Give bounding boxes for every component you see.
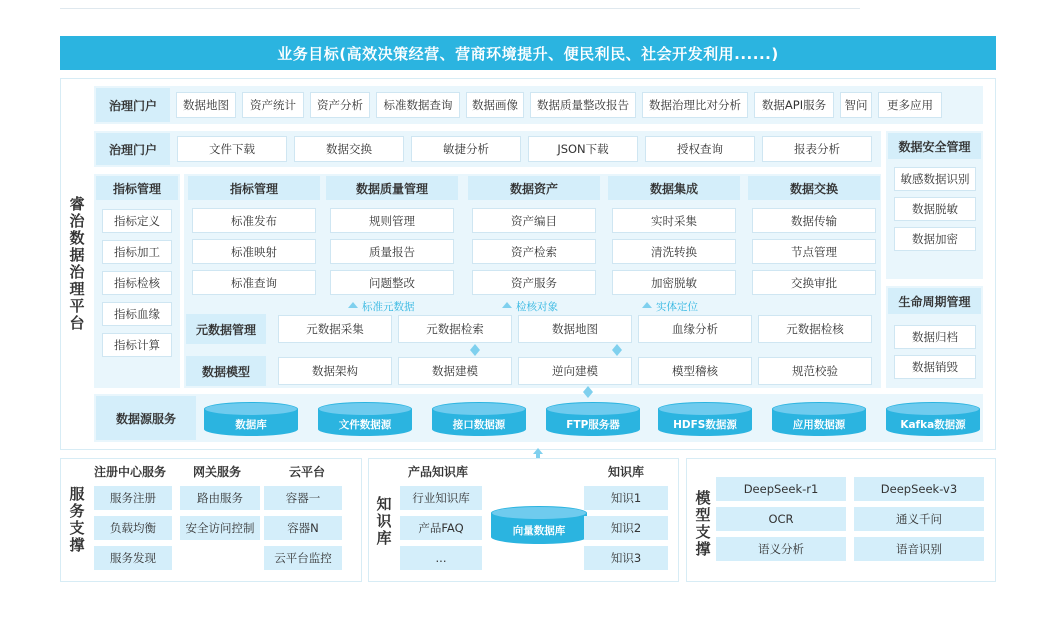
module-column-header: 数据质量管理 — [326, 176, 458, 200]
module-column-header: 指标管理 — [188, 176, 320, 200]
model-item: 数据建模 — [398, 357, 512, 385]
vector-db-label: 向量数据库 — [491, 513, 587, 544]
service-group-title: 网关服务 — [193, 465, 242, 479]
cylinder-top — [546, 402, 640, 416]
kb-item: 知识3 — [584, 546, 668, 570]
metadata-item: 元数据检索 — [398, 315, 512, 343]
portal-1-item: 数据地图 — [176, 92, 236, 118]
data-source-label: 应用数据源 — [772, 409, 866, 436]
service-item: 负载均衡 — [94, 516, 172, 540]
index-item: 指标血缘 — [102, 302, 172, 326]
lifecycle-header: 生命周期管理 — [888, 288, 981, 314]
data-source-label: FTP服务器 — [546, 409, 640, 436]
security-header: 数据安全管理 — [888, 133, 981, 159]
flow-label-standard: 标准元数据 — [362, 301, 415, 313]
service-item: 服务发现 — [94, 546, 172, 570]
product-kb-item: ... — [400, 546, 482, 570]
metadata-item: 元数据采集 — [278, 315, 392, 343]
arrow-up-icon — [348, 302, 358, 308]
cylinder-top — [204, 402, 298, 416]
module-item: 节点管理 — [752, 239, 876, 264]
module-item: 标准发布 — [192, 208, 316, 233]
knowledge-title: 知识库 — [376, 495, 392, 547]
module-item: 标准查询 — [192, 270, 316, 295]
flow-label-entity: 实体定位 — [656, 301, 698, 313]
lifecycle-item: 数据销毁 — [894, 355, 976, 379]
model-item: 模型稽核 — [638, 357, 752, 385]
security-item: 敏感数据识别 — [894, 167, 976, 191]
model-item: OCR — [716, 507, 846, 531]
data-source-cylinder — [318, 402, 412, 436]
service-title: 服务支撑 — [69, 485, 85, 554]
portal-1-item: 数据API服务 — [754, 92, 834, 118]
arrow-up-icon — [642, 302, 652, 308]
product-kb-item: 产品FAQ — [400, 516, 482, 540]
service-group-title: 注册中心服务 — [94, 465, 167, 479]
service-item: 容器N — [264, 516, 342, 540]
lifecycle-item: 数据归档 — [894, 325, 976, 349]
portal-1-header: 治理门户 — [96, 88, 170, 122]
data-source-label: 数据库 — [204, 409, 298, 436]
double-arrow-icon — [470, 350, 480, 356]
service-item: 容器一 — [264, 486, 342, 510]
data-source-cylinder — [772, 402, 866, 436]
module-column-header: 数据集成 — [608, 176, 740, 200]
module-item: 资产服务 — [472, 270, 596, 295]
module-item: 资产编目 — [472, 208, 596, 233]
kb-title: 知识库 — [608, 465, 645, 479]
source-header: 数据源服务 — [96, 396, 196, 440]
metadata-item: 元数据检核 — [758, 315, 872, 343]
service-item: 安全访问控制 — [180, 516, 260, 540]
platform-title: 睿治数据治理平台 — [69, 195, 85, 332]
business-goal-banner: 业务目标(高效决策经营、营商环境提升、便民利民、社会开发利用......) — [60, 36, 996, 70]
security-item: 数据脱敏 — [894, 197, 976, 221]
security-item: 数据加密 — [894, 227, 976, 251]
portal-2-item: 敏捷分析 — [411, 136, 521, 162]
module-item: 标准映射 — [192, 239, 316, 264]
cylinder-top — [432, 402, 526, 416]
module-item: 数据传输 — [752, 208, 876, 233]
double-arrow-icon — [612, 350, 622, 356]
model-header: 数据模型 — [186, 356, 266, 386]
data-source-cylinder — [546, 402, 640, 436]
module-column-header: 数据交换 — [748, 176, 880, 200]
kb-item: 知识2 — [584, 516, 668, 540]
module-item: 质量报告 — [330, 239, 454, 264]
vector-db-cylinder — [491, 506, 587, 544]
metadata-item: 数据地图 — [518, 315, 632, 343]
portal-1-item: 资产统计 — [242, 92, 304, 118]
module-item: 交换审批 — [752, 270, 876, 295]
portal-2-item: JSON下载 — [528, 136, 638, 162]
model-item: 通义千问 — [854, 507, 984, 531]
index-item: 指标定义 — [102, 209, 172, 233]
portal-2-header: 治理门户 — [96, 133, 170, 165]
metadata-header: 元数据管理 — [186, 314, 266, 344]
cylinder-top — [658, 402, 752, 416]
model-item: 语义分析 — [716, 537, 846, 561]
portal-1-item: 标准数据查询 — [376, 92, 460, 118]
data-source-label: Kafka数据源 — [886, 409, 980, 436]
portal-2-item: 数据交换 — [294, 136, 404, 162]
model-support-title: 模型支撑 — [695, 489, 711, 558]
double-arrow-icon — [583, 392, 593, 398]
data-source-label: 接口数据源 — [432, 409, 526, 436]
model-item: 规范校验 — [758, 357, 872, 385]
service-item: 服务注册 — [94, 486, 172, 510]
index-item: 指标加工 — [102, 240, 172, 264]
data-source-label: HDFS数据源 — [658, 409, 752, 436]
data-source-cylinder — [432, 402, 526, 436]
cylinder-top — [886, 402, 980, 416]
model-item: 逆向建模 — [518, 357, 632, 385]
module-item: 加密脱敏 — [612, 270, 736, 295]
product-kb-item: 行业知识库 — [400, 486, 482, 510]
model-item: DeepSeek-v3 — [854, 477, 984, 501]
module-column-header: 数据资产 — [468, 176, 600, 200]
model-item: 数据架构 — [278, 357, 392, 385]
service-item: 云平台监控 — [264, 546, 342, 570]
model-item: 语音识别 — [854, 537, 984, 561]
data-source-cylinder — [886, 402, 980, 436]
data-source-cylinder — [204, 402, 298, 436]
portal-2-item: 文件下载 — [177, 136, 287, 162]
module-item: 问题整改 — [330, 270, 454, 295]
index-column-header: 指标管理 — [96, 176, 178, 200]
module-item: 清洗转换 — [612, 239, 736, 264]
product-kb-title: 产品知识库 — [408, 465, 469, 479]
top-divider — [60, 8, 860, 9]
arrow-up-icon — [502, 302, 512, 308]
portal-2-item: 授权查询 — [645, 136, 755, 162]
data-source-label: 文件数据源 — [318, 409, 412, 436]
portal-1-item: 智问 — [840, 92, 872, 118]
module-item: 资产检索 — [472, 239, 596, 264]
portal-1-item: 数据质量整改报告 — [530, 92, 636, 118]
index-item: 指标检核 — [102, 271, 172, 295]
service-group-title: 云平台 — [289, 465, 326, 479]
portal-1-item: 数据治理比对分析 — [642, 92, 748, 118]
flow-label-check: 检核对象 — [516, 301, 558, 313]
cylinder-top — [772, 402, 866, 416]
portal-1-item: 数据画像 — [466, 92, 524, 118]
portal-1-item: 更多应用 — [878, 92, 942, 118]
cylinder-top — [491, 506, 587, 520]
portal-2-item: 报表分析 — [762, 136, 872, 162]
module-item: 规则管理 — [330, 208, 454, 233]
module-item: 实时采集 — [612, 208, 736, 233]
service-item: 路由服务 — [180, 486, 260, 510]
metadata-item: 血缘分析 — [638, 315, 752, 343]
cylinder-top — [318, 402, 412, 416]
data-source-cylinder — [658, 402, 752, 436]
index-item: 指标计算 — [102, 333, 172, 357]
portal-1-item: 资产分析 — [310, 92, 370, 118]
kb-item: 知识1 — [584, 486, 668, 510]
model-item: DeepSeek-r1 — [716, 477, 846, 501]
